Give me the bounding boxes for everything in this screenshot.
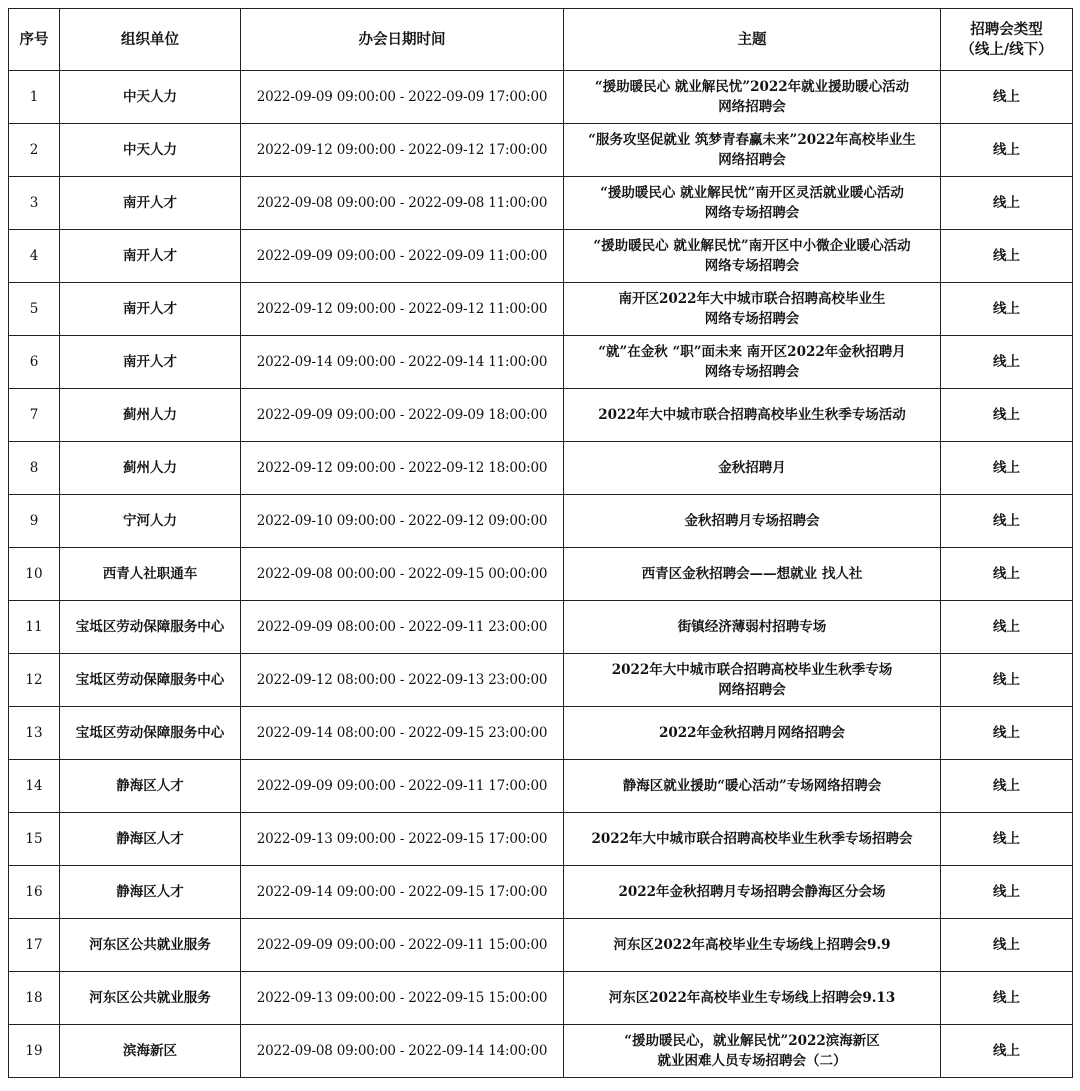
table-row — [9, 813, 1073, 866]
topic-line: 网络招聘会 — [718, 99, 786, 115]
topic-line: 河东区2022年高校毕业生专场线上招聘会9.13 — [608, 990, 896, 1006]
fair-type-cell: 线上 — [941, 283, 1073, 336]
organizer-cell: 河东区公共就业服务 — [60, 972, 241, 1025]
datetime-cell: 2022-09-09 09:00:00 - 2022-09-09 17:00:00 — [241, 71, 564, 124]
topic-cell — [564, 548, 941, 601]
datetime-cell: 2022-09-09 09:00:00 - 2022-09-11 17:00:00 — [241, 760, 564, 813]
topic-line: 河东区2022年高校毕业生专场线上招聘会9.9 — [613, 937, 891, 953]
topic-line: 金秋招聘月 — [718, 460, 786, 476]
row-number-cell: 4 — [9, 230, 60, 283]
fair-type-cell: 线上 — [941, 1025, 1073, 1078]
row-number-cell: 18 — [9, 972, 60, 1025]
topic-cell — [564, 1025, 941, 1078]
job-fair-table — [8, 8, 1073, 1078]
fair-type-cell: 线上 — [941, 972, 1073, 1025]
topic-cell — [564, 919, 941, 972]
table-row — [9, 495, 1073, 548]
fair-type-cell: 线上 — [941, 495, 1073, 548]
topic-line: 网络招聘会 — [718, 682, 786, 698]
fair-type-cell: 线上 — [941, 389, 1073, 442]
topic-line: 网络专场招聘会 — [704, 205, 800, 221]
header-type — [941, 9, 1073, 71]
topic-cell — [564, 177, 941, 230]
topic-cell — [564, 654, 941, 707]
table-row — [9, 866, 1073, 919]
topic-line: 西青区金秋招聘会——想就业 找人社 — [641, 566, 863, 582]
topic-line: 街镇经济薄弱村招聘专场 — [677, 619, 827, 635]
table-row — [9, 601, 1073, 654]
datetime-cell: 2022-09-09 08:00:00 - 2022-09-11 23:00:00 — [241, 601, 564, 654]
organizer-cell: 静海区人才 — [60, 866, 241, 919]
fair-type-cell: 线上 — [941, 813, 1073, 866]
table-row — [9, 707, 1073, 760]
row-number-cell: 16 — [9, 866, 60, 919]
table-row — [9, 654, 1073, 707]
fair-type-cell: 线上 — [941, 601, 1073, 654]
topic-line: 网络招聘会 — [718, 152, 786, 168]
topic-line: 2022年大中城市联合招聘高校毕业生秋季专场 — [611, 662, 893, 678]
topic-cell — [564, 866, 941, 919]
topic-line: 金秋招聘月专场招聘会 — [684, 513, 820, 529]
topic-line: “服务攻坚促就业 筑梦青春赢未来”2022年高校毕业生 — [588, 132, 916, 148]
fair-type-cell: 线上 — [941, 866, 1073, 919]
header-type-line2: （线上/线下） — [960, 40, 1053, 58]
row-number-cell: 13 — [9, 707, 60, 760]
topic-cell — [564, 124, 941, 177]
datetime-cell: 2022-09-12 09:00:00 - 2022-09-12 11:00:00 — [241, 283, 564, 336]
table-row — [9, 389, 1073, 442]
fair-type-cell: 线上 — [941, 442, 1073, 495]
topic-cell — [564, 813, 941, 866]
table-row — [9, 71, 1073, 124]
topic-line: 网络专场招聘会 — [704, 364, 800, 380]
organizer-cell: 中天人力 — [60, 124, 241, 177]
header-topic: 主题 — [564, 9, 941, 71]
organizer-cell: 滨海新区 — [60, 1025, 241, 1078]
fair-type-cell: 线上 — [941, 548, 1073, 601]
topic-cell — [564, 283, 941, 336]
header-no: 序号 — [9, 9, 60, 71]
organizer-cell: 南开人才 — [60, 230, 241, 283]
topic-line: 2022年金秋招聘月专场招聘会静海区分会场 — [618, 884, 886, 900]
row-number-cell: 1 — [9, 71, 60, 124]
datetime-cell: 2022-09-10 09:00:00 - 2022-09-12 09:00:00 — [241, 495, 564, 548]
table-body — [9, 71, 1073, 1078]
topic-cell — [564, 495, 941, 548]
header-type-line1: 招聘会类型 — [970, 20, 1043, 38]
row-number-cell: 9 — [9, 495, 60, 548]
topic-cell — [564, 336, 941, 389]
datetime-cell: 2022-09-08 00:00:00 - 2022-09-15 00:00:00 — [241, 548, 564, 601]
table-row — [9, 919, 1073, 972]
table-row — [9, 336, 1073, 389]
topic-line: “援助暖民心，就业解民忧”2022滨海新区 — [624, 1033, 880, 1049]
organizer-cell: 中天人力 — [60, 71, 241, 124]
topic-line: 静海区就业援助“暖心活动”专场网络招聘会 — [622, 778, 882, 794]
datetime-cell: 2022-09-09 09:00:00 - 2022-09-11 15:00:00 — [241, 919, 564, 972]
organizer-cell: 南开人才 — [60, 283, 241, 336]
topic-cell — [564, 760, 941, 813]
organizer-cell: 宝坻区劳动保障服务中心 — [60, 707, 241, 760]
row-number-cell: 10 — [9, 548, 60, 601]
topic-line: 就业困难人员专场招聘会（二） — [657, 1053, 847, 1069]
datetime-cell: 2022-09-14 09:00:00 - 2022-09-14 11:00:00 — [241, 336, 564, 389]
topic-line: 南开区2022年大中城市联合招聘高校毕业生 — [618, 291, 886, 307]
datetime-cell: 2022-09-08 09:00:00 - 2022-09-14 14:00:00 — [241, 1025, 564, 1078]
topic-cell — [564, 972, 941, 1025]
fair-type-cell: 线上 — [941, 707, 1073, 760]
datetime-cell: 2022-09-08 09:00:00 - 2022-09-08 11:00:00 — [241, 177, 564, 230]
datetime-cell: 2022-09-14 08:00:00 - 2022-09-15 23:00:00 — [241, 707, 564, 760]
topic-line: 网络专场招聘会 — [704, 311, 800, 327]
topic-cell — [564, 442, 941, 495]
header-row — [9, 9, 1073, 71]
topic-cell — [564, 707, 941, 760]
table-header — [9, 9, 1073, 71]
topic-line: “援助暖民心 就业解民忧”南开区灵活就业暖心活动 — [600, 185, 904, 201]
organizer-cell: 蓟州人力 — [60, 389, 241, 442]
topic-line: 网络专场招聘会 — [704, 258, 800, 274]
topic-line: 2022年金秋招聘月网络招聘会 — [658, 725, 846, 741]
datetime-cell: 2022-09-13 09:00:00 - 2022-09-15 17:00:00 — [241, 813, 564, 866]
organizer-cell: 蓟州人力 — [60, 442, 241, 495]
datetime-cell: 2022-09-12 08:00:00 - 2022-09-13 23:00:00 — [241, 654, 564, 707]
job-fair-table-container — [8, 8, 1073, 1078]
row-number-cell: 5 — [9, 283, 60, 336]
organizer-cell: 静海区人才 — [60, 813, 241, 866]
topic-line: “就”在金秋 “职”面未来 南开区2022年金秋招聘月 — [598, 344, 906, 360]
table-row — [9, 760, 1073, 813]
row-number-cell: 12 — [9, 654, 60, 707]
row-number-cell: 15 — [9, 813, 60, 866]
table-row — [9, 1025, 1073, 1078]
datetime-cell: 2022-09-12 09:00:00 - 2022-09-12 17:00:00 — [241, 124, 564, 177]
fair-type-cell: 线上 — [941, 177, 1073, 230]
datetime-cell: 2022-09-09 09:00:00 - 2022-09-09 11:00:00 — [241, 230, 564, 283]
topic-cell — [564, 71, 941, 124]
topic-cell — [564, 601, 941, 654]
fair-type-cell: 线上 — [941, 230, 1073, 283]
organizer-cell: 静海区人才 — [60, 760, 241, 813]
organizer-cell: 南开人才 — [60, 336, 241, 389]
header-time: 办会日期时间 — [241, 9, 564, 71]
row-number-cell: 11 — [9, 601, 60, 654]
fair-type-cell: 线上 — [941, 919, 1073, 972]
row-number-cell: 2 — [9, 124, 60, 177]
topic-line: “援助暖民心 就业解民忧”南开区中小微企业暖心活动 — [593, 238, 911, 254]
organizer-cell: 宁河人力 — [60, 495, 241, 548]
organizer-cell: 南开人才 — [60, 177, 241, 230]
datetime-cell: 2022-09-12 09:00:00 - 2022-09-12 18:00:00 — [241, 442, 564, 495]
row-number-cell: 8 — [9, 442, 60, 495]
table-row — [9, 548, 1073, 601]
topic-line: 2022年大中城市联合招聘高校毕业生秋季专场活动 — [598, 407, 906, 423]
datetime-cell: 2022-09-09 09:00:00 - 2022-09-09 18:00:00 — [241, 389, 564, 442]
row-number-cell: 14 — [9, 760, 60, 813]
table-row — [9, 177, 1073, 230]
row-number-cell: 19 — [9, 1025, 60, 1078]
row-number-cell: 17 — [9, 919, 60, 972]
topic-line: 2022年大中城市联合招聘高校毕业生秋季专场招聘会 — [591, 831, 913, 847]
row-number-cell: 3 — [9, 177, 60, 230]
table-row — [9, 972, 1073, 1025]
organizer-cell: 西青人社职通车 — [60, 548, 241, 601]
organizer-cell: 河东区公共就业服务 — [60, 919, 241, 972]
datetime-cell: 2022-09-13 09:00:00 - 2022-09-15 15:00:00 — [241, 972, 564, 1025]
fair-type-cell: 线上 — [941, 71, 1073, 124]
table-row — [9, 442, 1073, 495]
table-row — [9, 124, 1073, 177]
table-row — [9, 230, 1073, 283]
header-org: 组织单位 — [60, 9, 241, 71]
row-number-cell: 6 — [9, 336, 60, 389]
topic-cell — [564, 389, 941, 442]
fair-type-cell: 线上 — [941, 124, 1073, 177]
row-number-cell: 7 — [9, 389, 60, 442]
topic-line: “援助暖民心 就业解民忧”2022年就业援助暖心活动 — [594, 79, 910, 95]
fair-type-cell: 线上 — [941, 654, 1073, 707]
datetime-cell: 2022-09-14 09:00:00 - 2022-09-15 17:00:00 — [241, 866, 564, 919]
organizer-cell: 宝坻区劳动保障服务中心 — [60, 601, 241, 654]
fair-type-cell: 线上 — [941, 336, 1073, 389]
fair-type-cell: 线上 — [941, 760, 1073, 813]
topic-cell — [564, 230, 941, 283]
table-row — [9, 283, 1073, 336]
organizer-cell: 宝坻区劳动保障服务中心 — [60, 654, 241, 707]
